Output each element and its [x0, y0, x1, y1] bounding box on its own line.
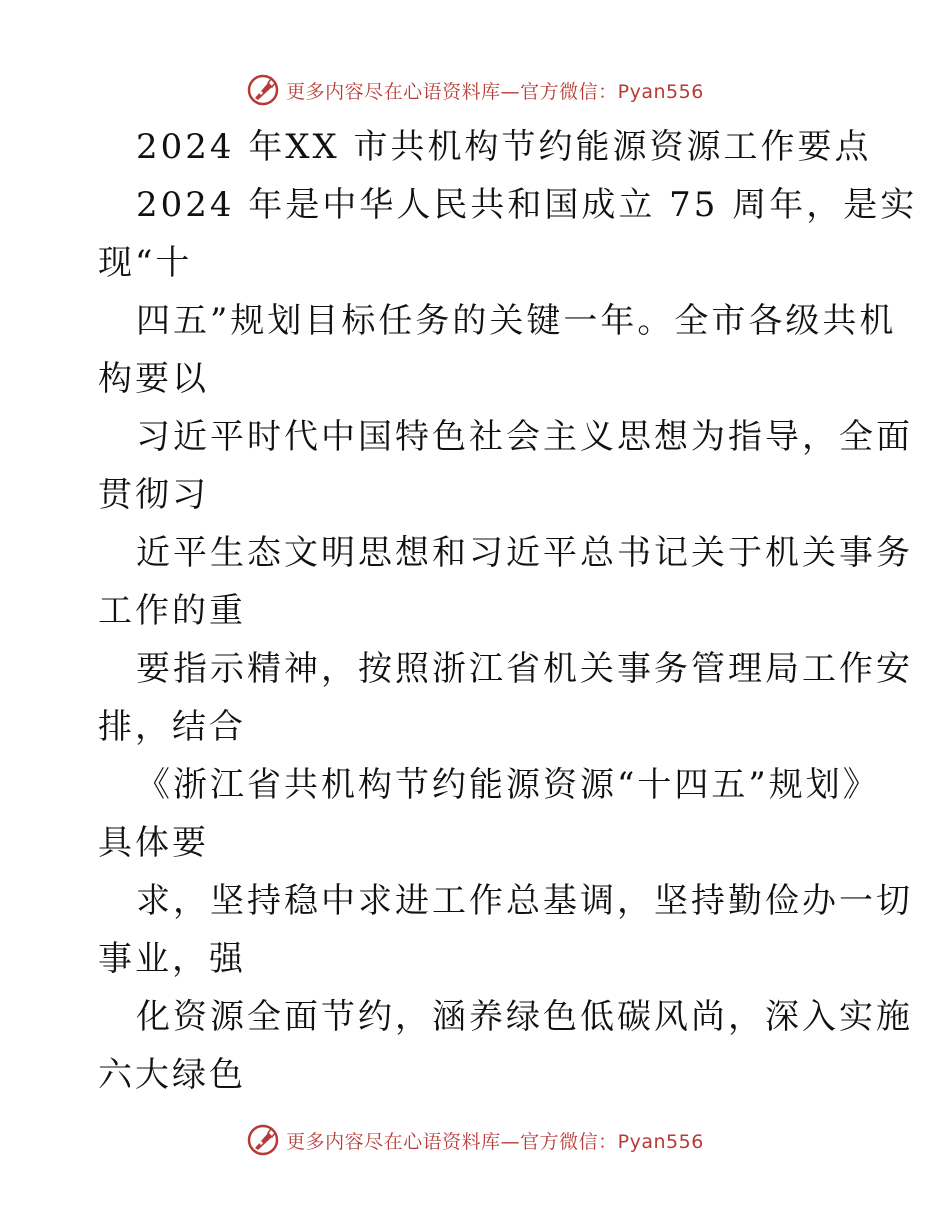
watermark-text: 更多内容尽在心语资料库—官方微信：Pyan556: [286, 1130, 704, 1153]
paragraph-line: 事业，强: [98, 939, 246, 979]
header-watermark-banner: [0, 70, 950, 110]
pen-nib-logo-icon: [246, 1123, 280, 1157]
paragraph-line: 具体要: [98, 823, 209, 863]
paragraph-line: 四五”规划目标任务的关键一年。全市各级共机: [136, 301, 897, 341]
footer-watermark-banner: [0, 1120, 950, 1160]
paragraph-line: 求，坚持稳中求进工作总基调，坚持勤俭办一切: [136, 881, 913, 921]
paragraph-line: 习近平时代中国特色社会主义思想为指导，全面: [136, 417, 913, 457]
paragraph-line: 《浙江省共机构节约能源资源“十四五”规划》: [136, 765, 880, 805]
paragraph-line: 2024 年是中华人民共和国成立 75 周年，是实: [136, 185, 918, 225]
pen-nib-logo-icon: [246, 73, 280, 107]
paragraph-line: 构要以: [98, 359, 209, 399]
watermark-text: 更多内容尽在心语资料库—官方微信：Pyan556: [286, 80, 704, 103]
paragraph-line: 六大绿色: [98, 1055, 246, 1095]
paragraph-line: 贯彻习: [98, 475, 209, 515]
document-title: 2024 年XX 市共机构节约能源资源工作要点: [136, 127, 872, 167]
paragraph-line: 工作的重: [98, 591, 246, 631]
document-body: [98, 118, 918, 1104]
paragraph-line: 排，结合: [98, 707, 246, 747]
paragraph-line: 现“十: [98, 243, 193, 283]
paragraph-line: 要指示精神，按照浙江省机关事务管理局工作安: [136, 649, 913, 689]
paragraph-line: 化资源全面节约，涵养绿色低碳风尚，深入实施: [136, 997, 913, 1037]
paragraph-line: 近平生态文明思想和习近平总书记关于机关事务: [136, 533, 913, 573]
